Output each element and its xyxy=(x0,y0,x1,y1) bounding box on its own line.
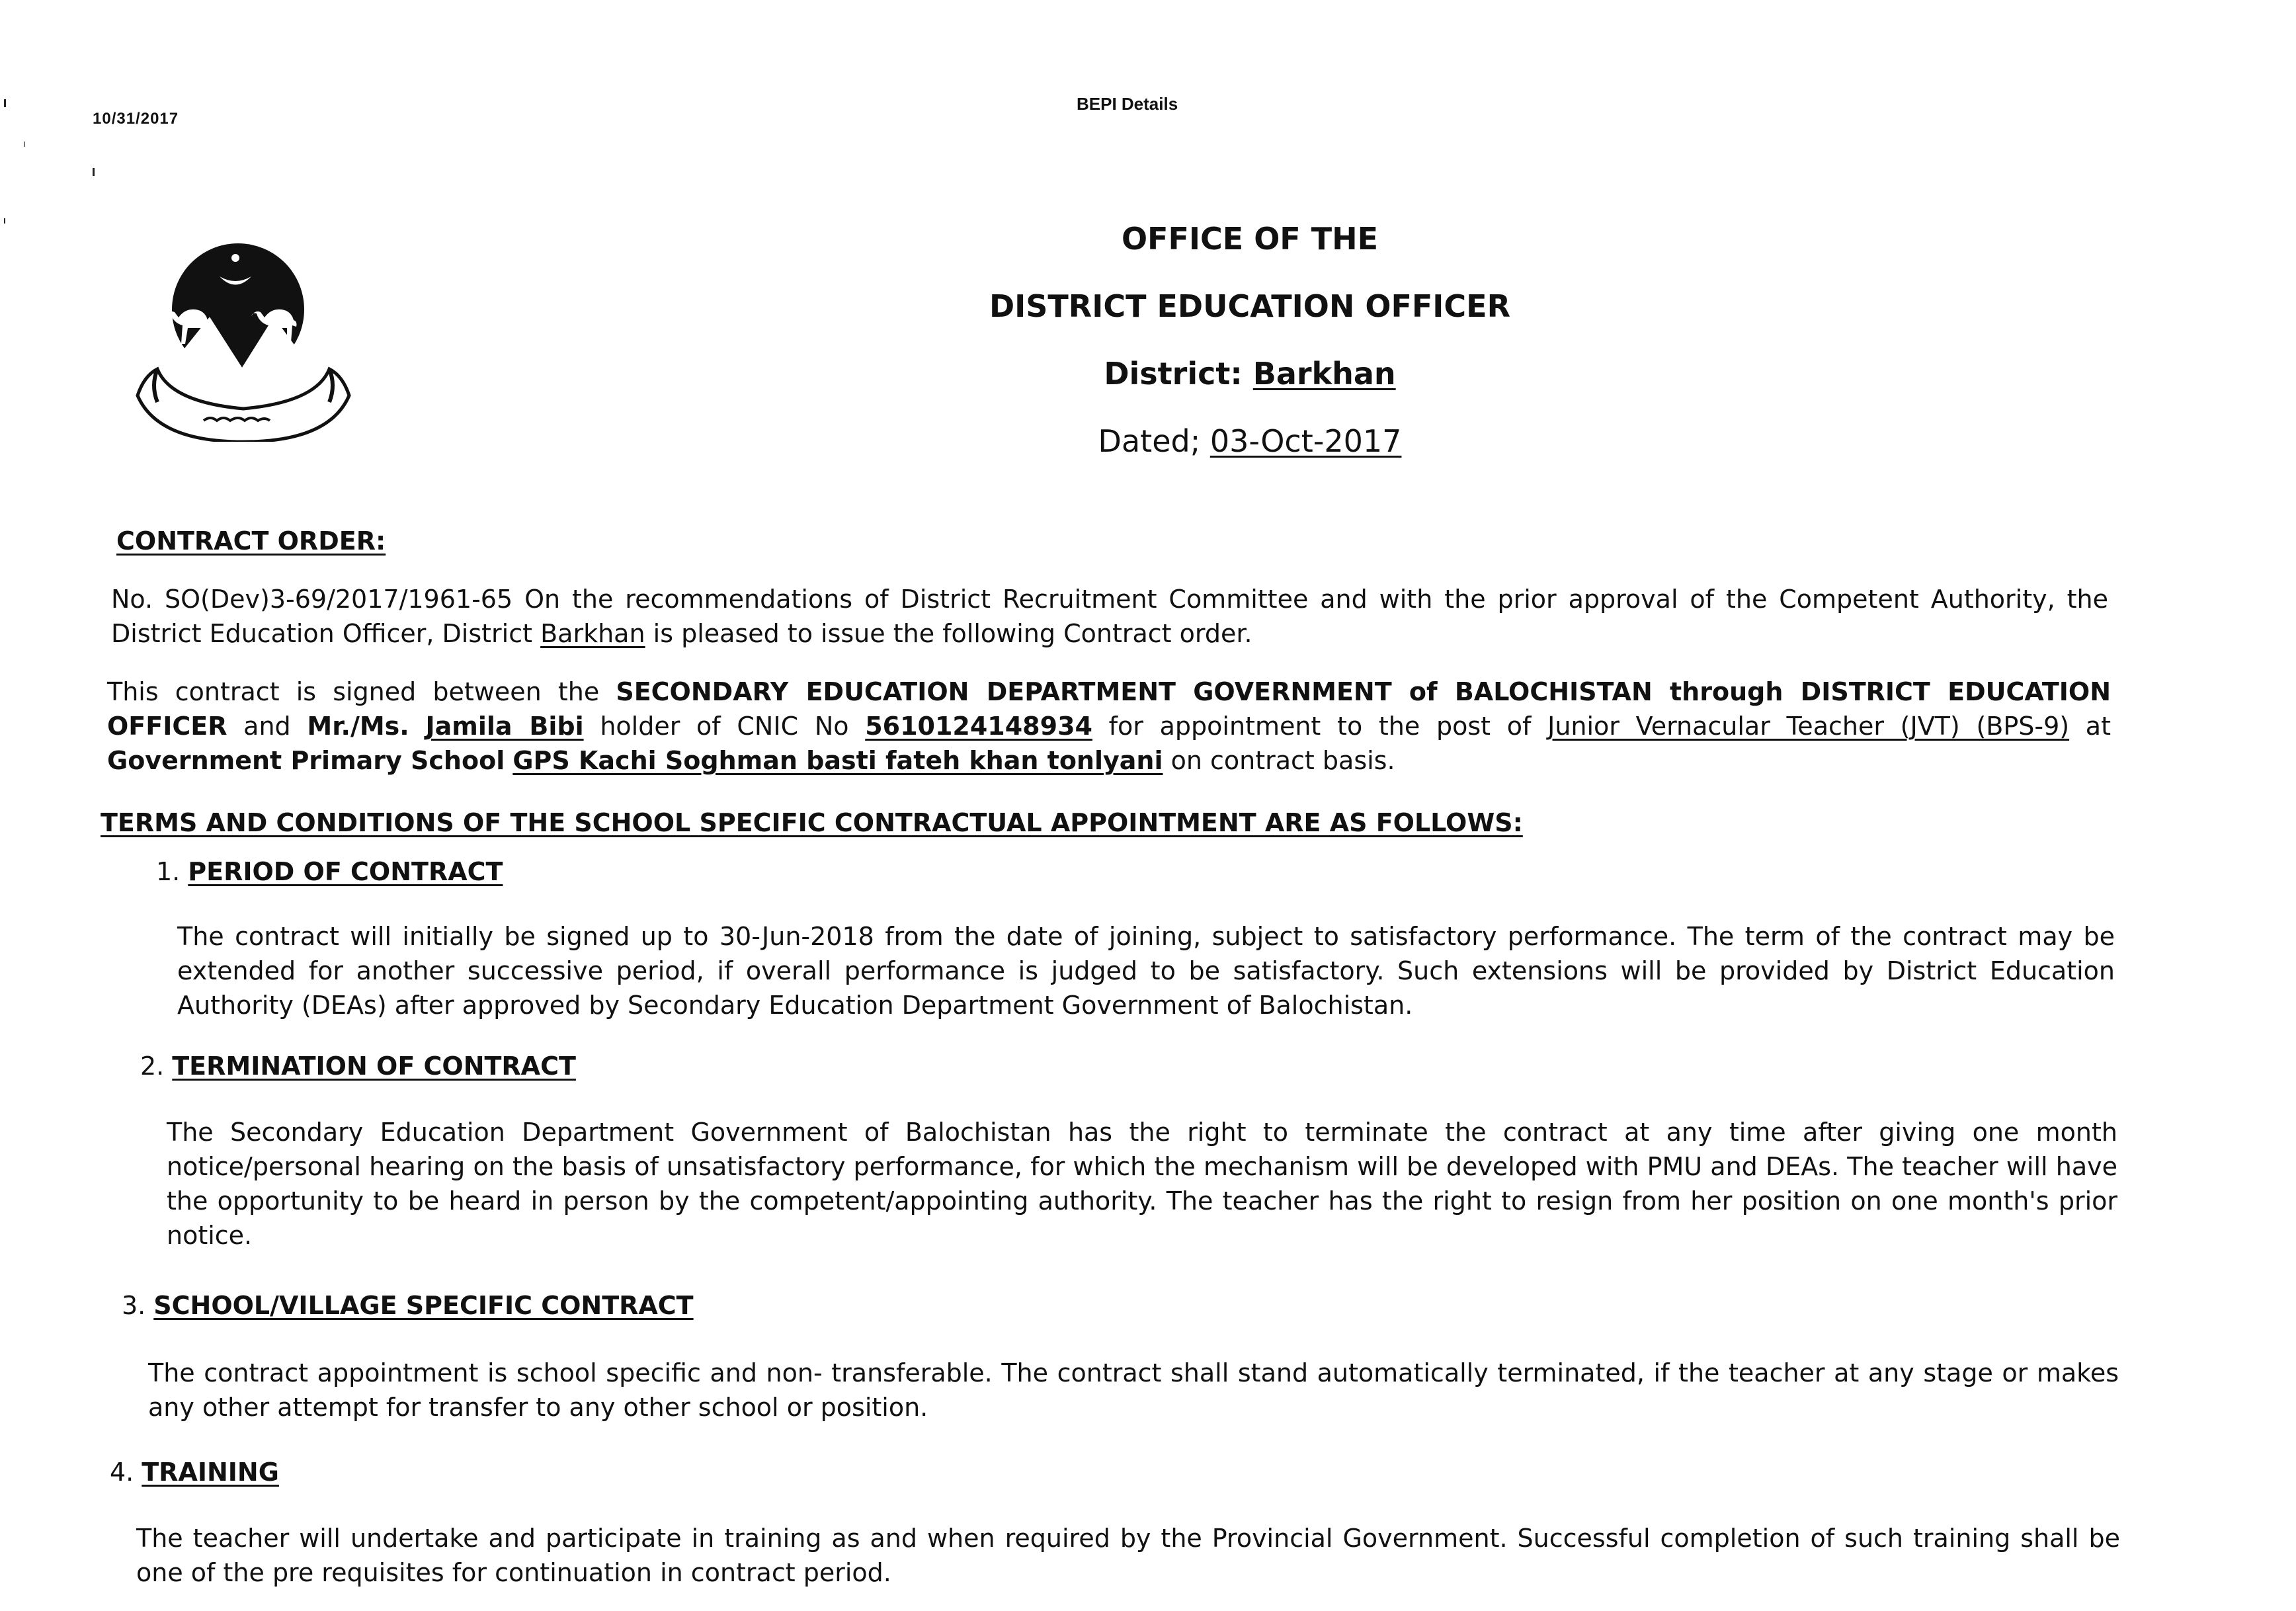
section-2-heading xyxy=(140,1052,576,1081)
section-title: SCHOOL/VILLAGE SPECIFIC CONTRACT xyxy=(153,1291,694,1320)
contracting-party: SECONDARY EDUCATION DEPARTMENT GOVERNMENT of BALOCHISTAN through DISTRICT EDUCATION OFFICER xyxy=(107,677,2111,741)
contract-parties-paragraph xyxy=(107,675,2111,778)
order-reference: No. SO(Dev)3-69/2017/1961-65 xyxy=(111,585,513,614)
page-title: BEPI Details xyxy=(1077,94,1178,114)
contract-order-paragraph xyxy=(111,582,2108,651)
office-line1: OFFICE OF THE xyxy=(1121,221,1379,257)
post-title: Junior Vernacular Teacher (JVT) (BPS-9) xyxy=(1547,712,2070,741)
print-date: 10/31/2017 xyxy=(93,110,179,128)
teacher-name: Jamila Bibi xyxy=(425,712,584,741)
terms-heading: TERMS AND CONDITIONS OF THE SCHOOL SPECIFIC CONTRACTUAL APPOINTMENT ARE AS FOLLOWS: xyxy=(101,808,1523,837)
scan-speck xyxy=(93,168,95,176)
district-label: District: xyxy=(1104,356,1253,392)
scan-speck xyxy=(4,218,5,224)
cnic-number: 5610124148934 xyxy=(865,712,1092,741)
section-title: TRAINING xyxy=(142,1458,279,1487)
dated-label: Dated; xyxy=(1098,423,1210,459)
section-number: 3. xyxy=(122,1291,146,1320)
section-title: TERMINATION OF CONTRACT xyxy=(172,1052,576,1081)
order-district: Barkhan xyxy=(540,619,645,648)
parties-text: This contract is signed between the xyxy=(107,677,616,706)
order-text: is pleased to issue the following Contract order. xyxy=(645,619,1252,648)
office-line2: DISTRICT EDUCATION OFFICER xyxy=(989,288,1511,324)
school-type: Government Primary School xyxy=(107,746,505,775)
section-1-text: The contract will initially be signed up to 30-Jun-2018 from the date of joining, subject to satisfactory performance. The term of the contract may be extended for another successive period, if overall performance is judged to be satisfactory. Such extensions will be provided by District Education Authority (DEAs) after approved by Secondary Education Department Government of Balochistan. xyxy=(177,922,2115,1020)
section-4-text: The teacher will undertake and participate in training as and when required by the Provincial Government. Successful completion of such training shall be one of the pre requisites for continuation in contract period. xyxy=(136,1524,2120,1587)
scan-speck xyxy=(24,142,25,147)
section-2-text: The Secondary Education Department Government of Balochistan has the right to terminate the contract at any time after giving one month notice/personal hearing on the basis of unsatisfactory performance, for which the mechanism will be developed with PMU and DEAs. The teacher will have the opportunity to be heard in person by the competent/appointing authority. The teacher has the right to resign from her position on one month's prior notice. xyxy=(167,1118,2117,1250)
balochistan-emblem-icon xyxy=(131,243,356,442)
school-name: GPS Kachi Soghman basti fateh khan tonlyani xyxy=(512,746,1163,775)
contract-order-heading: CONTRACT ORDER: xyxy=(116,526,386,556)
section-title: PERIOD OF CONTRACT xyxy=(188,857,503,886)
parties-text: at xyxy=(2069,712,2111,741)
section-4-heading xyxy=(110,1458,279,1487)
section-number: 4. xyxy=(110,1458,134,1487)
dated-value: 03-Oct-2017 xyxy=(1210,423,1402,459)
section-3-heading xyxy=(122,1291,694,1320)
district-line xyxy=(913,340,1587,407)
parties-text: holder of CNIC No xyxy=(583,712,866,741)
parties-text: for appointment to the post of xyxy=(1092,712,1548,741)
parties-text: on contract basis. xyxy=(1163,746,1395,775)
section-1-heading xyxy=(156,857,503,886)
section-3-text: The contract appointment is school specific and non- transferable. The contract shall stand automatically terminated, if the teacher at any stage or makes any other attempt for transfer to any other school or position. xyxy=(148,1358,2119,1422)
section-number: 2. xyxy=(140,1052,165,1081)
scan-speck xyxy=(4,99,6,107)
dated-line xyxy=(913,407,1587,475)
district-value: Barkhan xyxy=(1252,356,1396,392)
section-number: 1. xyxy=(156,857,181,886)
office-header xyxy=(913,205,1587,475)
order-text: On the recommendations of District Recruitment Committee and with the prior approval of the Competent Authority, the District Education Officer, District xyxy=(111,585,2108,648)
honorific: Mr./Ms. xyxy=(307,712,409,741)
parties-text: and xyxy=(227,712,308,741)
